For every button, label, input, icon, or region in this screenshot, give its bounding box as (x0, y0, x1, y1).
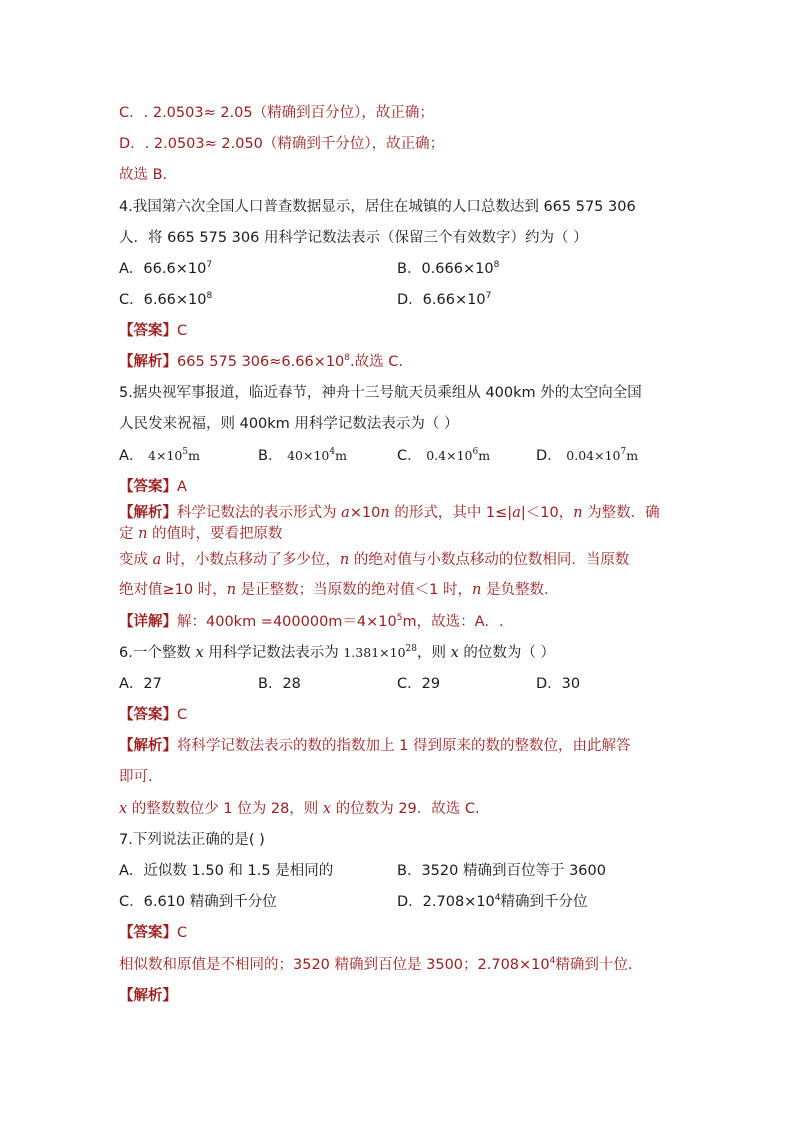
q5-analysis-line4: 绝对值≥10 时，n 是正整数；当原数的绝对值＜1 时，n 是负整数. (119, 582, 549, 598)
q5-analysis-line2: 定 n 的值时，要看把原数 (119, 526, 283, 542)
q7-option-d: D．$2.708\times 10^4$精确到千分位 (397, 893, 588, 910)
q5-answer: 【答案】A (119, 479, 187, 495)
q4-option-a: A．$66.6\times 10^7$ (119, 260, 213, 277)
q6-analysis-line1: 【解析】将科学记数法表示的数的指数加上 1 得到原来的数的整数位，由此解答 (119, 738, 631, 754)
q5-option-c: C． $0.4\times 10^6m$ (397, 447, 491, 464)
q5-option-b: B． $40\times 10^4m$ (258, 447, 347, 464)
q6-analysis-line3: x 的整数数位少 1 位为 28，则 x 的位数为 29．故选 C. (119, 801, 480, 817)
q5-option-a: A． $4\times 10^5m$ (119, 447, 200, 464)
q6-answer: 【答案】C (119, 707, 188, 723)
q4-option-c: C．$6.66\times 10^8$ (119, 291, 213, 308)
q4-option-d: D．$6.66\times 10^7$ (397, 291, 492, 308)
option-d-explanation: D．. 2.0503≈ 2.050（精确到千分位），故正确； (119, 136, 445, 152)
q7-answer: 【答案】C (119, 925, 188, 941)
q6-option-a: A．27 (119, 676, 162, 692)
q6-option-b: B．28 (258, 676, 301, 692)
choice-line: 故选 B. (119, 167, 168, 183)
q7-option-c: C．6.610 精确到千分位 (119, 894, 277, 910)
q6-option-d: D．30 (536, 676, 581, 692)
q6-analysis-line2: 即可. (119, 769, 153, 785)
q4-stem-line1: 4.我国第六次全国人口普查数据显示，居住在城镇的人口总数达到 665 575 306 (119, 199, 636, 215)
q4-stem-line2: 人．将 665 575 306 用科学记数法表示（保留三个有效数字）约为（ ） (119, 230, 588, 246)
q7-option-b: B．3520 精确到百位等于 3600 (397, 863, 606, 879)
q4-option-b: B．$0.666\times 10^8$ (397, 260, 500, 277)
option-c-explanation: C．. 2.0503≈ 2.05（精确到百分位），故正确； (119, 105, 434, 121)
q4-answer: 【答案】C (119, 323, 188, 339)
q7-stem: 7.下列说法正确的是( ) (119, 832, 265, 848)
q5-analysis-line1: 【解析】科学记数法的表示形式为 a×10n 的形式，其中 1≤|a|＜10，n 为整数．确 (119, 505, 660, 521)
q6-stem: 6.一个整数 x 用科学记数法表示为 $1.381\times 10^{28}$，则 x 的位数为（ ） (119, 644, 555, 661)
q5-stem-line1: 5.据央视军事报道，临近春节，神舟十三号航天员乘组从 400km 外的太空向全国 (119, 385, 642, 401)
q6-option-c: C．29 (397, 676, 441, 692)
q4-analysis: 【解析】665 575 $306\approx 6.66\times 10^8$.故选 C. (119, 353, 403, 370)
q5-stem-line2: 人民发来祝福，则 400km 用科学记数法表示为（ ） (119, 416, 459, 432)
q5-analysis-line3: 变成 a 时，小数点移动了多少位，n 的绝对值与小数点移动的位数相同．当原数 (119, 552, 630, 568)
q7-option-a: A．近似数 1.50 和 1.5 是相同的 (119, 863, 334, 879)
q7-explanation: 相似数和原值是不相同的；3520 精确到百位是 3500；$2.708\times 10^4$精确到十位. (119, 956, 633, 973)
q5-detail: 【详解】解：$400km =400000m=4\times 10^5m$，故选：A．. (119, 613, 504, 630)
q5-option-d: D． $0.04\times 10^7m$ (536, 447, 639, 464)
q7-analysis-tag: 【解析】 (119, 988, 177, 1004)
